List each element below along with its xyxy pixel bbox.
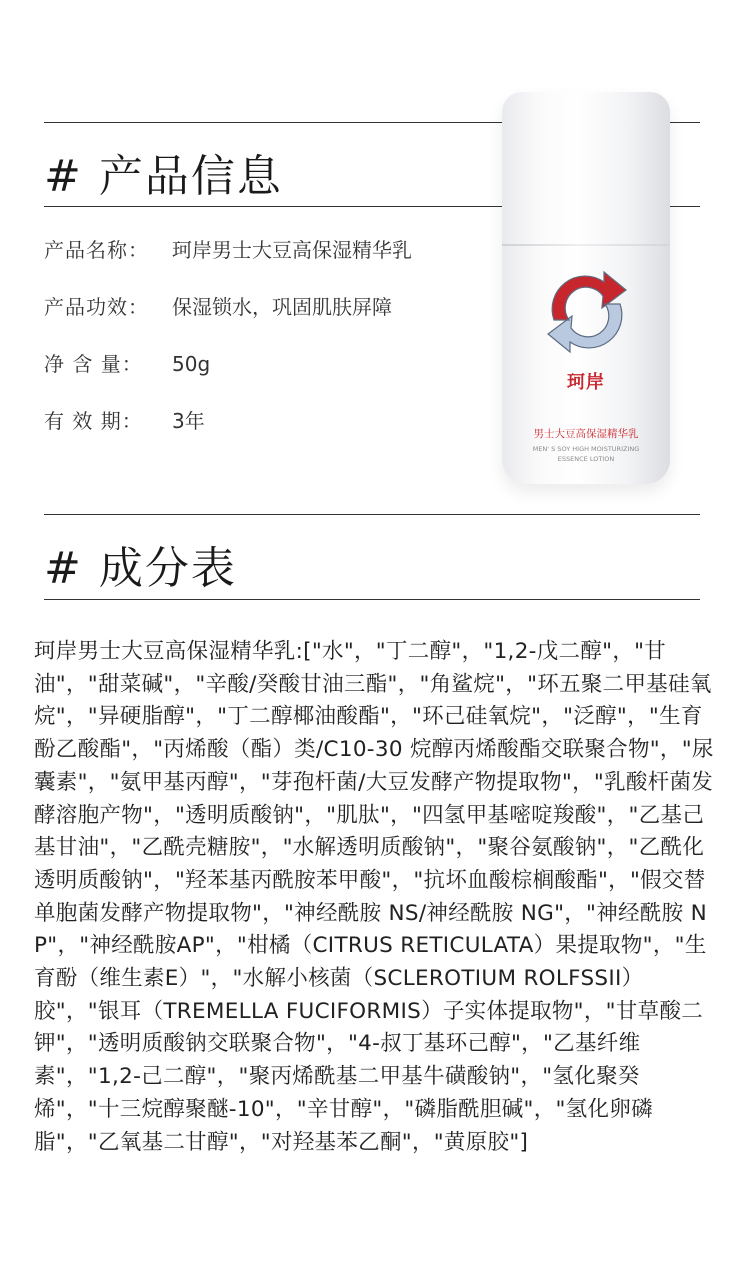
ingredients-title-divider [44, 599, 700, 600]
bottle-cap-seam [502, 244, 670, 246]
info-label: 有 效 期： [44, 409, 143, 433]
product-info-title: # 产品信息 [44, 151, 283, 202]
bottle-product-name: 男士大豆高保湿精华乳 [533, 428, 639, 440]
info-row-effect [44, 291, 392, 320]
info-value: 50g [172, 352, 211, 376]
brand-logo-icon [546, 264, 628, 358]
info-row-shelf-life [44, 405, 205, 434]
ingredients-list-text: 珂岸男士大豆高保湿精华乳:["水"，"丁二醇"，"1,2-戊二醇"，"甘油"，"甜菜碱"，"辛酸/癸酸甘油三酯"，"角鲨烷"，"环五聚二甲基硅氧烷"，"异硬脂醇"，"丁二醇椰油酸酯"，"环己硅氧烷"，"泛醇"，"生育酚乙酸酯"，"丙烯酸（酯）类/C10-30 烷醇丙烯酸酯交联聚合物"，"尿囊素"，"氨甲基丙醇"，"芽孢杆菌/大豆发酵产物提取物"，"乳酸杆菌发酵溶胞产物"，"透明质酸钠"，"肌肽"，"四氢甲基嘧啶羧酸"，"乙基己基甘油"，"乙酰壳糖胺"，"水解透明质酸钠"，"聚谷氨酸钠"，"乙酰化透明质酸钠"，"羟苯基丙酰胺苯甲酸"，"抗坏血酸棕榈酸酯"，"假交替单胞菌发酵产物提取物"，"神经酰胺 NS/神经酰胺 NG"，"神经酰胺 NP"，"神经酰胺AP"，"柑橘（CITRUS RETICULATA）果提取物"，"生育酚（维生素E）"，"水解小核菌（SCLEROTIUM ROLFSSII）胶"，"银耳（TREMELLA FUCIFORMIS）子实体提取物"，"甘草酸二钾"，"透明质酸钠交联聚合物"，"4-叔丁基环己醇"，"乙基纤维素"，"1,2-己二醇"，"聚丙烯酰基二甲基牛磺酸钠"，"氢化聚癸烯"，"十三烷醇聚醚-10"，"辛甘醇"，"磷脂酰胆碱"，"氢化卵磷脂"，"乙氧基二甘醇"，"对羟基苯乙酮"，"黄原胶"] [34, 639, 714, 1155]
info-row-net-content [44, 348, 210, 377]
info-row-name [44, 234, 412, 263]
info-value: 3年 [172, 409, 205, 433]
bottle-en-line2: ESSENCE LOTION [557, 455, 615, 463]
info-label: 产品功效： [44, 295, 149, 319]
info-label: 净 含 量： [44, 352, 143, 376]
bottle-en-line1: MEN' S SOY HIGH MOISTURIZING [532, 445, 640, 453]
ingredients-top-divider [44, 514, 700, 515]
ingredients-title: # 成分表 [44, 543, 237, 594]
info-value: 保湿锁水，巩固肌肤屏障 [172, 295, 392, 319]
bottle-brand-text: 珂岸 [567, 372, 605, 393]
product-bottle-image [502, 92, 670, 484]
info-value: 珂岸男士大豆高保湿精华乳 [172, 238, 412, 262]
info-label: 产品名称： [44, 238, 149, 262]
bottle-product-name-en [502, 444, 670, 464]
